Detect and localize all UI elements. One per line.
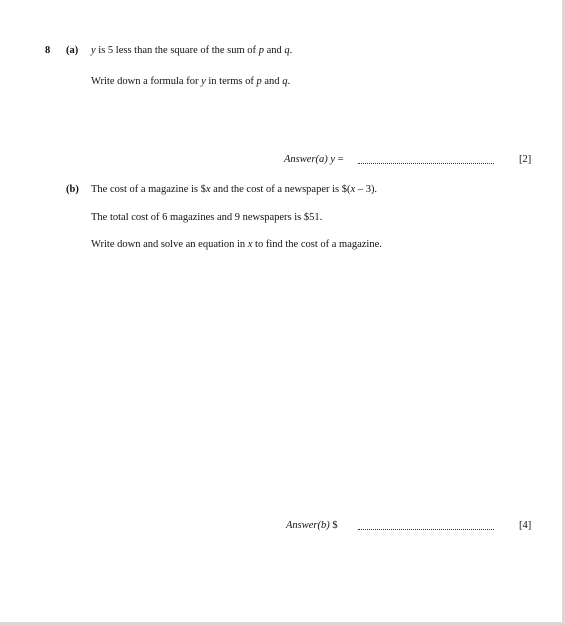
part-a-instruction xyxy=(91,75,290,88)
part-b-line1 xyxy=(91,183,377,196)
part-a-label: (a) xyxy=(66,45,79,56)
statement-text: is 5 less than the square of the sum of xyxy=(95,45,259,56)
answer-a-label xyxy=(284,153,344,166)
part-b-line2: The total cost of 6 magazines and 9 newspapers is $51. xyxy=(91,212,323,223)
line1-var-x2: x xyxy=(350,184,356,195)
line1-text: The cost of a magazine is $ xyxy=(91,184,206,195)
line1-text-end: – 3). xyxy=(355,184,378,195)
answer-a-equals: = xyxy=(335,154,344,165)
answer-b-prefix: Answer(b) xyxy=(286,520,333,531)
line3-var-x: x xyxy=(247,239,253,250)
part-a-marks: [2] xyxy=(519,154,532,165)
instruction-var-p: p xyxy=(256,76,262,87)
instruction-text-mid: in terms of xyxy=(205,76,257,87)
period: . xyxy=(289,45,293,56)
and-text: and xyxy=(263,45,285,56)
part-b-marks: [4] xyxy=(519,520,532,531)
instruction-text: Write down a formula for xyxy=(91,76,202,87)
answer-a-prefix: Answer(a) xyxy=(284,154,331,165)
question-number: 8 xyxy=(45,45,51,56)
var-y: y xyxy=(91,45,96,56)
instruction-and: and xyxy=(261,76,283,87)
answer-a-line[interactable] xyxy=(358,163,494,164)
part-a-statement xyxy=(91,44,292,57)
answer-b-line[interactable] xyxy=(358,529,494,530)
instruction-end: . xyxy=(287,76,291,87)
part-b-label: (b) xyxy=(66,184,79,195)
instruction-var-y: y xyxy=(201,76,206,87)
line1-text-mid: and the cost of a newspaper is $( xyxy=(210,184,351,195)
line3-text: Write down and solve an equation in xyxy=(91,239,248,250)
part-b-line3 xyxy=(91,238,382,251)
line1-var-x: x xyxy=(205,184,211,195)
answer-a-var-y: y xyxy=(330,154,336,165)
answer-b-label xyxy=(286,519,338,532)
var-q: q xyxy=(284,45,290,56)
instruction-var-q: q xyxy=(282,76,288,87)
answer-b-unit: $ xyxy=(332,520,338,531)
line3-text-end: to find the cost of a magazine. xyxy=(252,239,382,250)
var-p: p xyxy=(258,45,264,56)
